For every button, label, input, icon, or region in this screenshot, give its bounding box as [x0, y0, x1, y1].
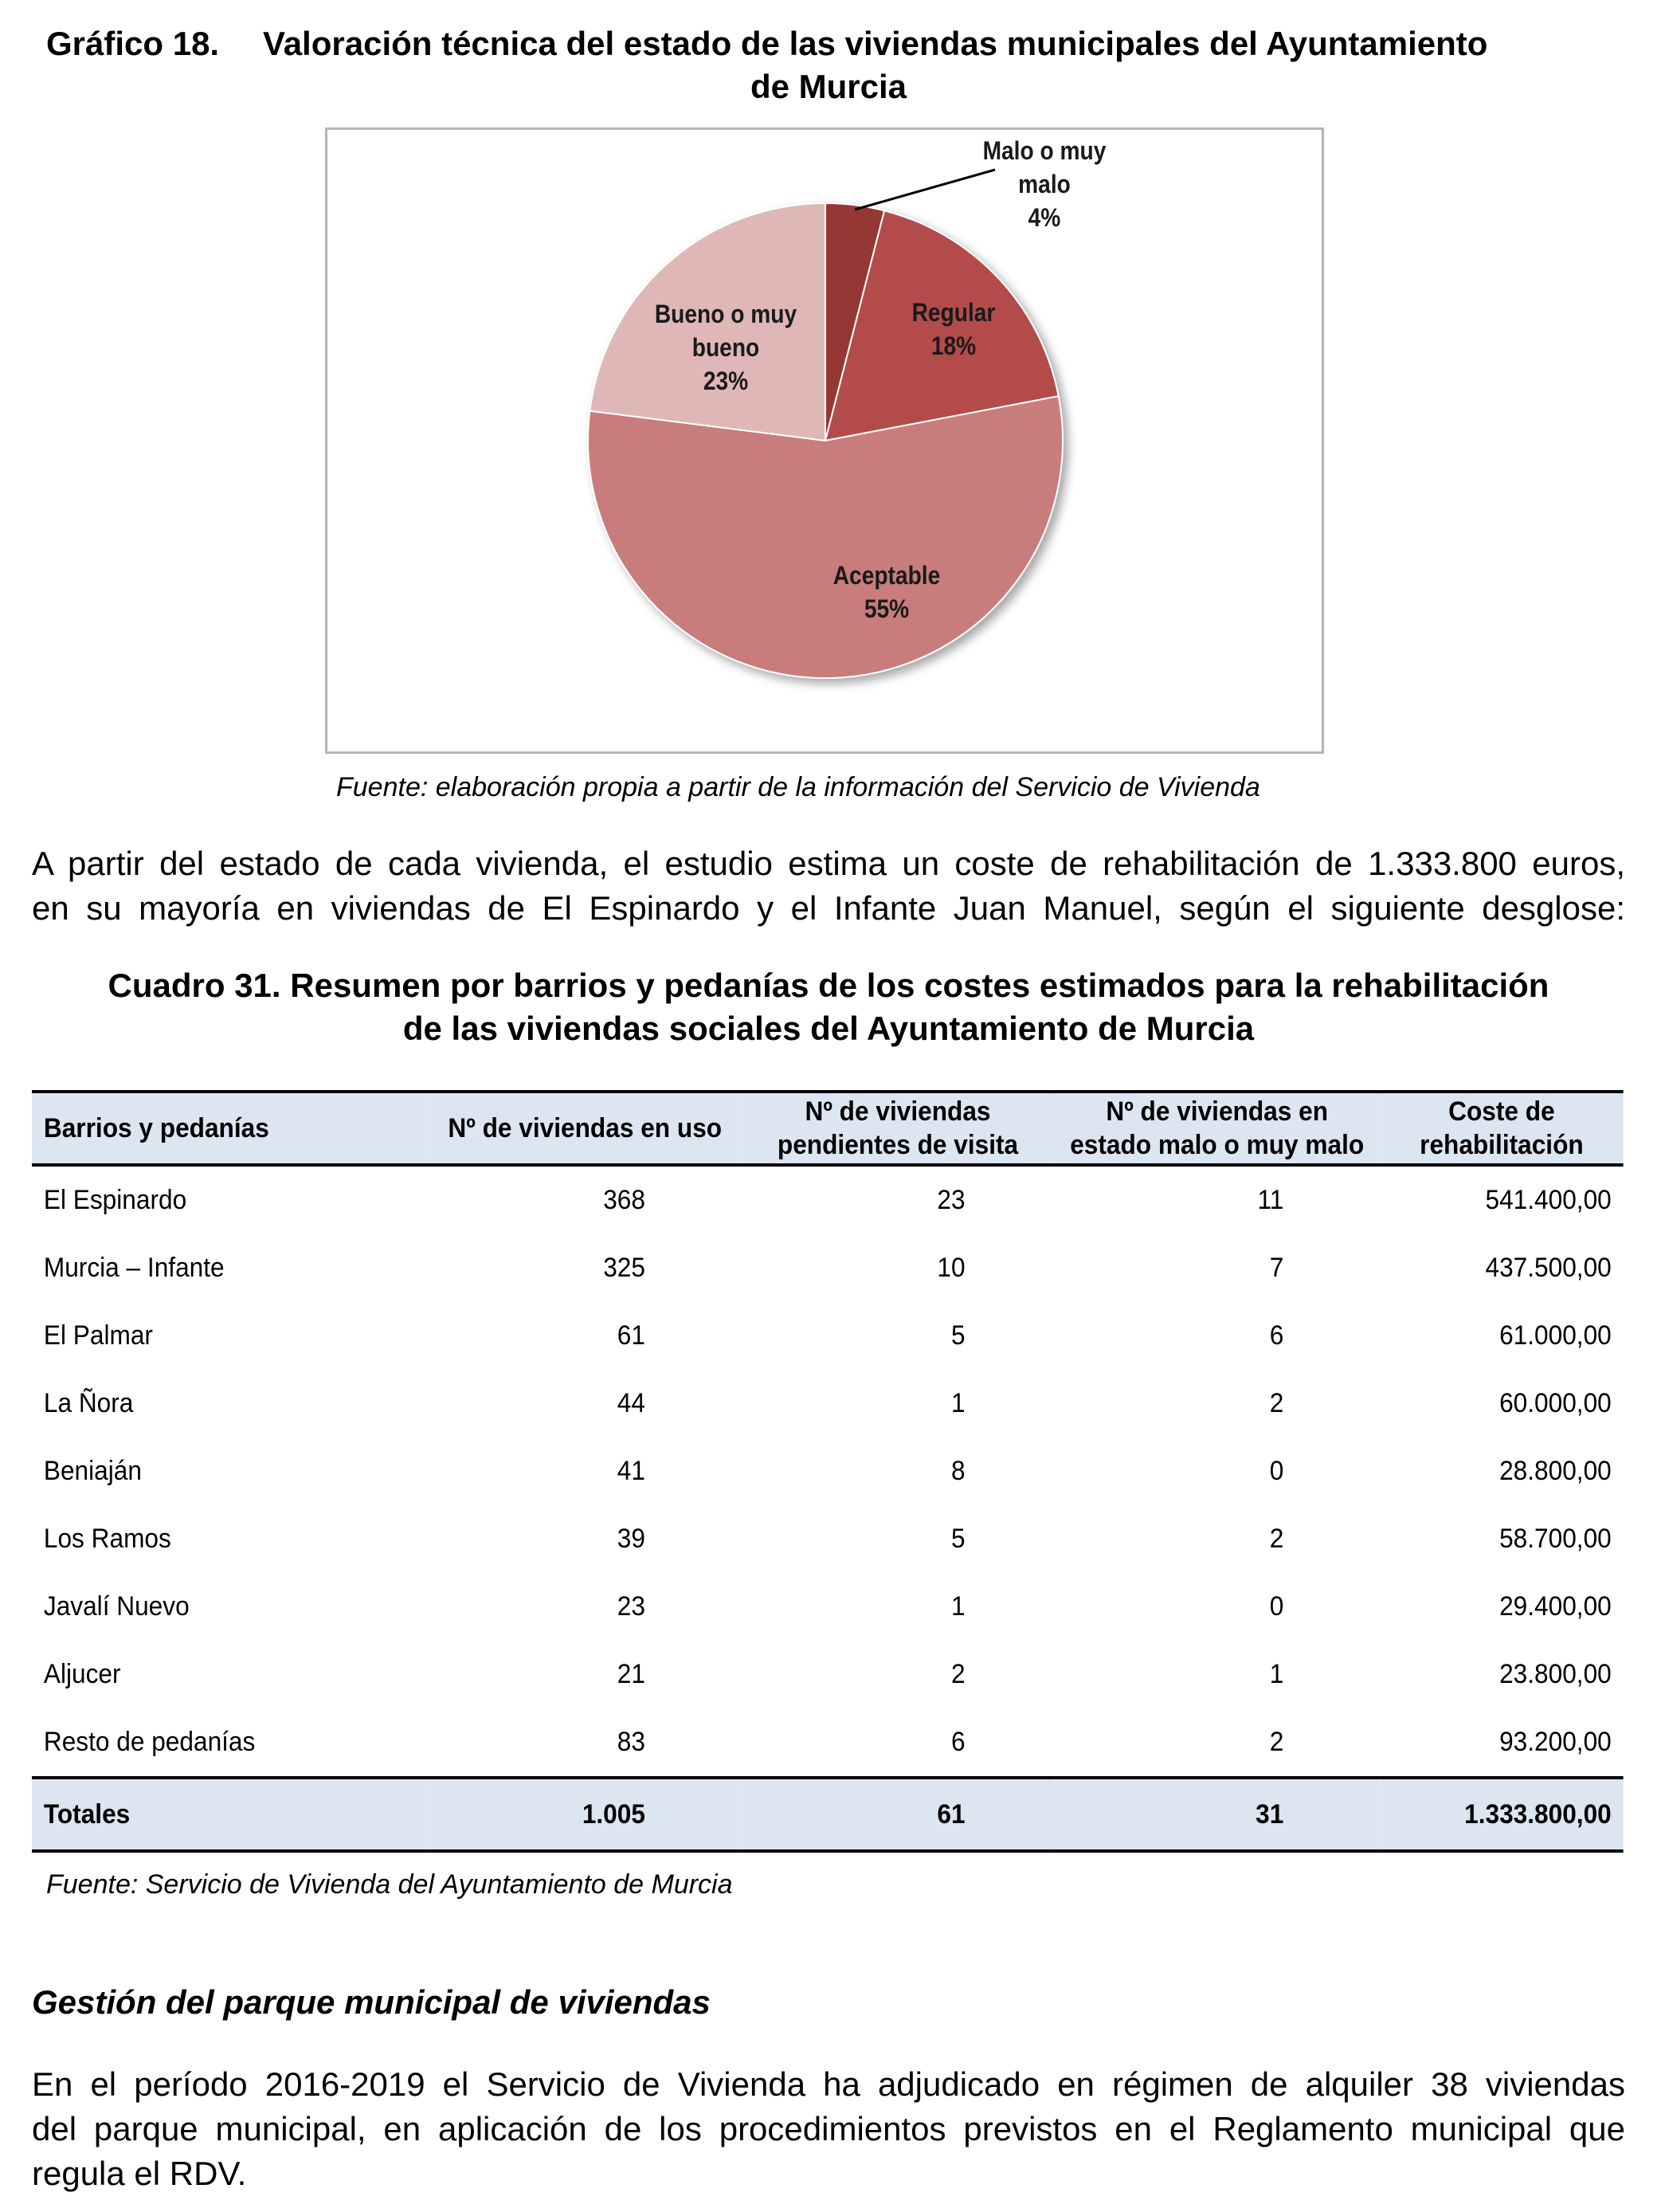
paragraph-rehab-cost — [32, 841, 1625, 931]
paragraph-line: En el período 2016-2019 el Servicio de Vivienda ha adjudicado en régimen de alquiler 38 viviendas — [32, 2065, 1625, 2103]
table-header-row — [32, 1092, 1624, 1165]
header-coste: Coste de rehabilitación — [1380, 1092, 1623, 1165]
cell-value: 41 — [617, 1456, 645, 1486]
cell-value: 437.500,00 — [1485, 1253, 1612, 1283]
slice-value-label: 18% — [930, 332, 977, 361]
slice-label: Regular — [911, 299, 996, 327]
cell-value: 23.800,00 — [1499, 1659, 1612, 1689]
figure-title-line-2: de Murcia — [750, 68, 907, 105]
cell-value: 11 — [1257, 1185, 1284, 1215]
cell-value: 61 — [617, 1320, 645, 1351]
totals-label: Totales — [32, 1778, 429, 1851]
table-totals-row — [32, 1778, 1624, 1851]
table-row — [32, 1708, 1624, 1778]
cell-value: 325 — [603, 1253, 645, 1283]
cell-barrio: Los Ramos — [43, 1524, 171, 1554]
cell-value: 368 — [603, 1185, 645, 1215]
pie-chart — [327, 130, 1322, 751]
cell-value: 58.700,00 — [1499, 1524, 1612, 1554]
cell-value: 61.000,00 — [1499, 1320, 1612, 1351]
cell-value: 6 — [950, 1727, 966, 1757]
paragraph-line: A partir del estado de cada vivienda, el estudio estima un coste de rehabilitación de 1.333.800 euros, — [32, 845, 1625, 882]
table-source: Fuente: Servicio de Vivienda del Ayuntamiento de Murcia — [46, 1869, 733, 1900]
totals-pendientes: 61 — [742, 1778, 1054, 1851]
cell-value: 1 — [950, 1591, 966, 1622]
cell-value: 7 — [1269, 1253, 1284, 1283]
table-row — [32, 1302, 1624, 1370]
table-title-line-2: de las viviendas sociales del Ayuntamiento de Murcia — [402, 1010, 1255, 1047]
paragraph-line: del parque municipal, en aplicación de los procedimientos previstos en el Reglamento municipal que — [32, 2110, 1625, 2147]
paragraph-gestion — [32, 2062, 1625, 2196]
cell-barrio: Beniaján — [43, 1456, 142, 1486]
cell-value: 0 — [1269, 1456, 1284, 1486]
leader-line — [855, 170, 995, 210]
table-row — [32, 1165, 1624, 1234]
table-title-line-1: Cuadro 31. Resumen por barrios y pedanías de los costes estimados para la rehabilitación — [108, 967, 1549, 1004]
header-pendientes-visita: Nº de viviendas pendientes de visita — [742, 1092, 1054, 1165]
figure-source: Fuente: elaboración propia a partir de la información del Servicio de Vivienda — [336, 772, 1260, 802]
pie-chart-frame — [325, 127, 1324, 754]
slice-value-label: 23% — [703, 367, 749, 396]
slice-value-label: 4% — [1028, 204, 1061, 233]
cell-value: 44 — [617, 1388, 645, 1418]
cell-barrio: Javalí Nuevo — [43, 1591, 190, 1622]
table-row — [32, 1370, 1624, 1437]
table-row — [32, 1505, 1624, 1573]
figure-title — [32, 22, 1625, 108]
cell-value: 2 — [1269, 1727, 1284, 1757]
cell-value: 1 — [1269, 1659, 1284, 1689]
cell-barrio: Aljucer — [43, 1659, 121, 1689]
cell-value: 39 — [617, 1524, 645, 1554]
totals-estado-malo: 31 — [1054, 1778, 1380, 1851]
cell-value: 5 — [950, 1320, 966, 1351]
cell-value: 60.000,00 — [1499, 1388, 1612, 1418]
table-row — [32, 1234, 1624, 1302]
header-barrios: Barrios y pedanías — [32, 1092, 429, 1165]
table-row — [32, 1437, 1624, 1505]
cell-value: 21 — [617, 1659, 645, 1689]
cell-value: 2 — [950, 1659, 966, 1689]
cell-barrio: El Espinardo — [43, 1185, 187, 1215]
section-heading: Gestión del parque municipal de viviendas — [32, 1983, 711, 2021]
cell-value: 83 — [617, 1727, 645, 1757]
table-row — [32, 1573, 1624, 1641]
header-viviendas-uso: Nº de viviendas en uso — [429, 1092, 742, 1165]
header-estado-malo: Nº de viviendas en estado malo o muy malo — [1054, 1092, 1380, 1165]
cell-value: 29.400,00 — [1499, 1591, 1612, 1622]
cell-value: 0 — [1269, 1591, 1284, 1622]
cell-value: 2 — [1269, 1524, 1284, 1554]
slice-label: Aceptable — [832, 562, 941, 590]
cell-value: 23 — [617, 1591, 645, 1622]
cell-barrio: Murcia – Infante — [43, 1253, 225, 1283]
cell-value: 1 — [950, 1388, 966, 1418]
cell-value: 5 — [950, 1524, 966, 1554]
slice-label: bueno — [691, 334, 760, 363]
totals-coste: 1.333.800,00 — [1380, 1778, 1623, 1851]
cell-value: 10 — [937, 1253, 966, 1283]
cell-value: 93.200,00 — [1499, 1727, 1612, 1757]
rehab-cost-table — [32, 1090, 1624, 1853]
slice-label: Bueno o muy — [654, 300, 797, 329]
paragraph-line: regula el RDV. — [32, 2155, 247, 2192]
cell-value: 6 — [1269, 1320, 1284, 1351]
cell-barrio: El Palmar — [43, 1320, 153, 1351]
cell-barrio: La Ñora — [43, 1388, 134, 1418]
figure-number: Gráfico 18. — [46, 25, 220, 62]
cell-barrio: Resto de pedanías — [43, 1727, 256, 1757]
totals-viviendas-uso: 1.005 — [429, 1778, 742, 1851]
table-title — [32, 964, 1625, 1050]
table-row — [32, 1641, 1624, 1708]
slice-value-label: 55% — [864, 595, 910, 624]
slice-label: Malo o muy — [982, 137, 1107, 166]
slice-label: malo — [1018, 171, 1071, 199]
paragraph-line: en su mayoría en viviendas de El Espinardo y el Infante Juan Manuel, según el siguiente desglose: — [32, 889, 1625, 927]
figure-title-line-1: Valoración técnica del estado de las viviendas municipales del Ayuntamiento — [263, 25, 1488, 62]
cell-value: 2 — [1269, 1388, 1284, 1418]
cell-value: 541.400,00 — [1485, 1185, 1612, 1215]
cell-value: 8 — [950, 1456, 966, 1486]
cell-value: 23 — [937, 1185, 966, 1215]
cell-value: 28.800,00 — [1499, 1456, 1612, 1486]
